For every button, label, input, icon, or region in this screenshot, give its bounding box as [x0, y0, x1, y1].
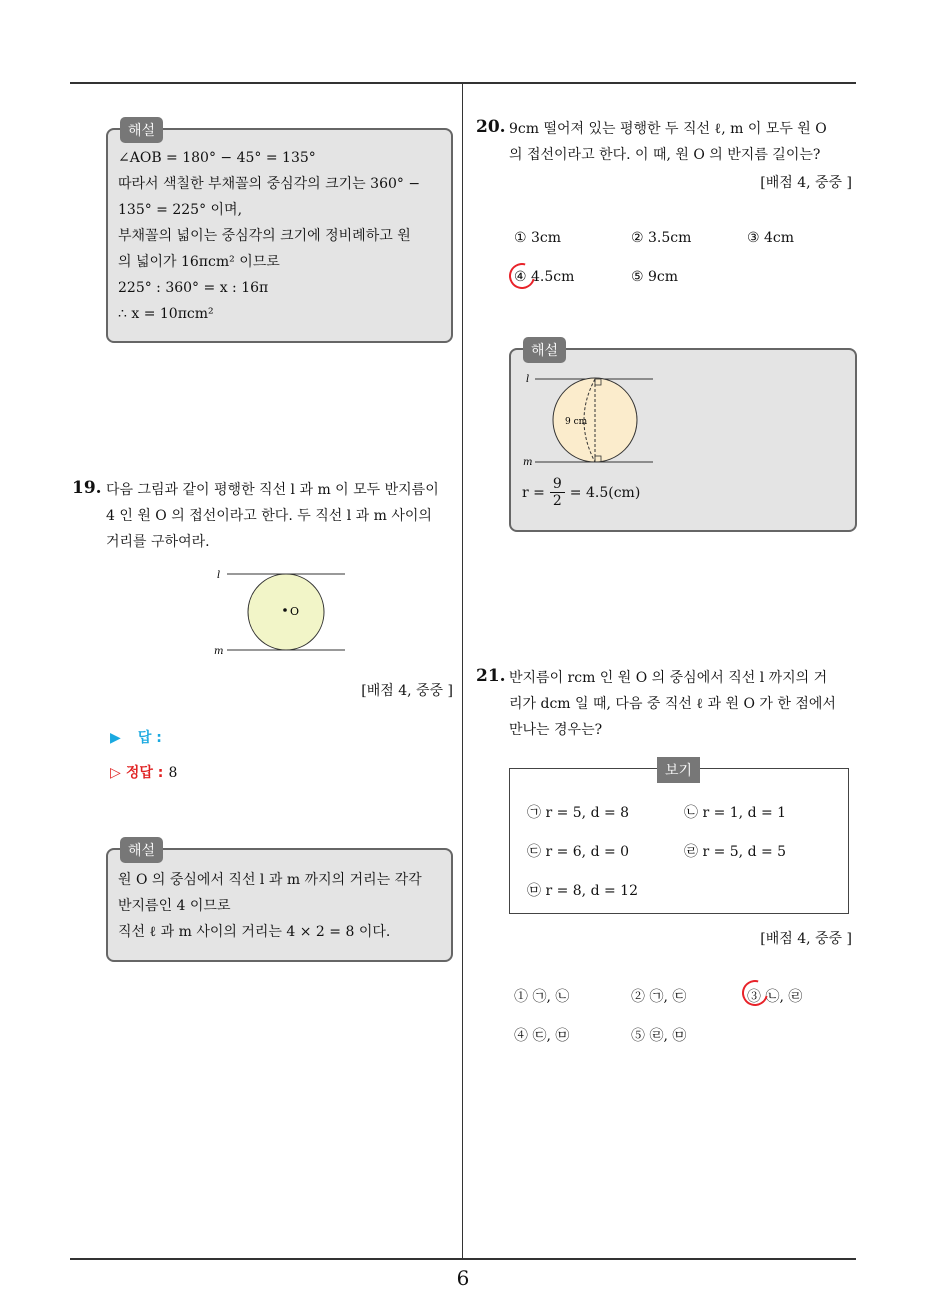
option-5[interactable]: ⑤ 9cm	[631, 269, 679, 285]
line-m-label: m	[214, 646, 224, 657]
question-21-score: [배점 4, 중중 ]	[760, 931, 852, 947]
answer-mark-circle	[504, 258, 540, 294]
solution-tag: 해설	[120, 117, 163, 143]
option-1[interactable]: ① 3cm	[514, 230, 562, 246]
top-rule	[70, 82, 856, 84]
question-19-figure	[205, 564, 355, 660]
solution-line: 반지름인 4 이므로	[118, 898, 231, 914]
fraction-denominator: 2	[552, 493, 562, 509]
solution-line: ∠AOB = 180° − 45° = 135°	[118, 150, 316, 166]
center-point	[283, 608, 287, 612]
solution-line: 135° = 225° 이며,	[118, 202, 243, 218]
solution-line: 따라서 색칠한 부채꼴의 중심각의 크기는 360° −	[118, 176, 421, 192]
line-l-label: l	[526, 374, 530, 385]
question-line: 의 접선이라고 한다. 이 때, 원 O 의 반지름 길이는?	[509, 147, 821, 163]
line-l-label: l	[217, 570, 221, 581]
option-2[interactable]: ② 3.5cm	[631, 230, 692, 246]
column-divider	[462, 84, 463, 1258]
solution-tag: 해설	[523, 337, 566, 363]
option-4[interactable]: ④ 4.5cm	[514, 269, 575, 285]
question-20-text	[509, 116, 827, 168]
correct-answer-row	[110, 762, 177, 782]
option-5[interactable]: ⑤ ㉣, ㉤	[631, 1028, 687, 1044]
answer-row	[110, 727, 162, 747]
solution-line: 부채꼴의 넓이는 중심각의 크기에 정비례하고 원	[118, 228, 411, 244]
solution-line: 원 O 의 중심에서 직선 l 과 m 까지의 거리는 각각	[118, 872, 422, 888]
bogi-item-4: ㉣ r = 5, d = 5	[684, 844, 787, 860]
formula-lhs: r =	[522, 484, 545, 501]
answer-label: 답 :	[137, 730, 162, 746]
solution-top-content	[118, 145, 420, 327]
question-20-figure	[515, 368, 660, 472]
solution-line: 의 넓이가 16πcm² 이므로	[118, 254, 280, 270]
fraction-numerator: 9	[550, 476, 565, 493]
bogi-tag: 보기	[657, 757, 700, 783]
solution-tag: 해설	[120, 837, 163, 863]
outline-arrow-icon: ▷	[110, 765, 121, 781]
option-4[interactable]: ④ ㉢, ㉤	[514, 1028, 570, 1044]
question-line: 거리를 구하여라.	[106, 534, 210, 550]
question-line: 리가 dcm 일 때, 다음 중 직선 ℓ 과 원 O 가 한 점에서	[509, 696, 836, 712]
question-19-number: 19.	[72, 478, 102, 498]
question-line: 다음 그림과 같이 평행한 직선 l 과 m 이 모두 반지름이	[106, 482, 439, 498]
play-arrow-icon: ▶	[110, 730, 121, 746]
distance-label: 9 cm	[565, 417, 588, 427]
solution-line: 직선 ℓ 과 m 사이의 거리는 4 × 2 = 8 이다.	[118, 924, 391, 940]
bottom-rule	[70, 1258, 856, 1260]
option-3[interactable]: ③ 4cm	[747, 230, 795, 246]
bogi-item-2: ㉡ r = 1, d = 1	[684, 805, 787, 821]
bogi-item-5: ㉤ r = 8, d = 12	[527, 883, 638, 899]
question-line: 9cm 떨어져 있는 평행한 두 직선 ℓ, m 이 모두 원 O	[509, 121, 827, 137]
question-line: 4 인 원 O 의 접선이라고 한다. 두 직선 l 과 m 사이의	[106, 508, 432, 524]
correct-answer-label: 정답 :	[125, 765, 164, 781]
solution-19-content	[118, 867, 422, 945]
solution-line: ∴ x = 10πcm²	[118, 306, 214, 322]
bogi-item-1: ㉠ r = 5, d = 8	[527, 805, 630, 821]
center-label: O	[290, 605, 300, 618]
question-line: 만나는 경우는?	[509, 722, 603, 738]
option-3[interactable]: ③ ㉡, ㉣	[747, 989, 803, 1005]
question-line: 반지름이 rcm 인 원 O 의 중심에서 직선 l 까지의 거	[509, 670, 828, 686]
option-1[interactable]: ① ㉠, ㉡	[514, 989, 570, 1005]
question-19-text	[106, 477, 439, 555]
question-21-text	[509, 665, 836, 743]
page-number: 6	[456, 1266, 470, 1290]
circle-o	[248, 574, 324, 650]
question-20-number: 20.	[476, 117, 506, 137]
fraction	[550, 476, 565, 509]
correct-answer-value: 8	[168, 765, 178, 781]
question-20-score: [배점 4, 중중 ]	[760, 175, 852, 191]
bogi-item-3: ㉢ r = 6, d = 0	[527, 844, 630, 860]
solution-line: 225° : 360° = x : 16π	[118, 280, 269, 296]
option-2[interactable]: ② ㉠, ㉢	[631, 989, 687, 1005]
question-21-number: 21.	[476, 666, 506, 686]
line-m-label: m	[523, 457, 533, 468]
question-19-score: [배점 4, 중중 ]	[361, 683, 453, 699]
formula-rhs: = 4.5(cm)	[569, 484, 641, 501]
solution-20-formula	[522, 476, 640, 509]
